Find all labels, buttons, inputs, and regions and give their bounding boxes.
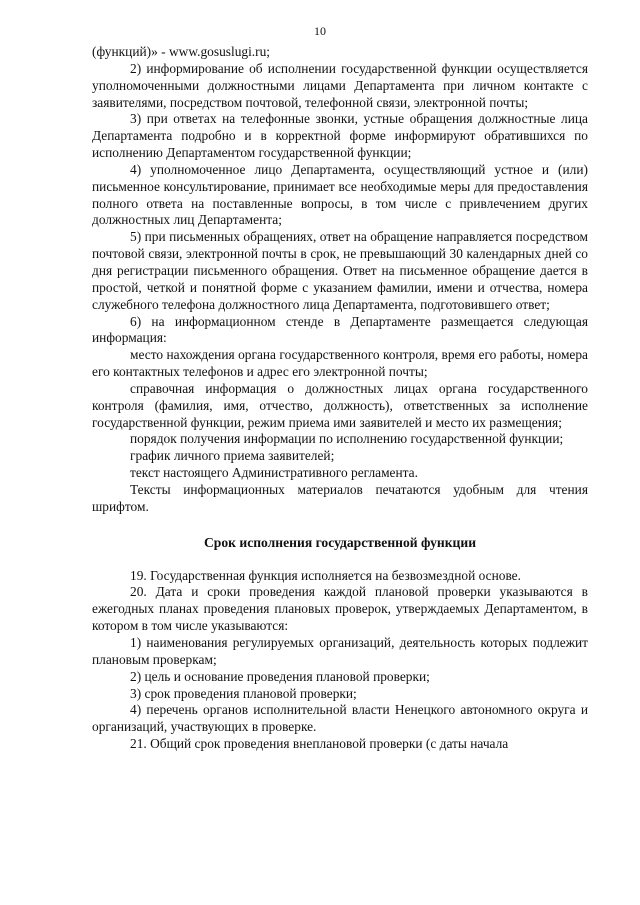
paragraph-stand-reference: справочная информация о должностных лицах органа государственного контроля (фамилия, имя, отчество, должность), ответственных за исполнение государственной функции, режим приема ими заявителей и место их размещения; xyxy=(92,380,588,430)
paragraph-item-6: 6) на информационном стенде в Департаменте размещается следующая информация: xyxy=(92,313,588,346)
paragraph-21: 21. Общий срок проведения внеплановой проверки (с даты начала xyxy=(130,736,509,752)
paragraph-continuation: (функций)» - www.gosuslugi.ru; xyxy=(92,44,271,59)
paragraph-19: 19. Государственная функция исполняется на безвозмездной основе. xyxy=(130,567,521,583)
paragraph-stand-schedule: график личного приема заявителей; xyxy=(130,448,335,464)
document-body xyxy=(92,44,588,753)
paragraph-stand-location: место нахождения органа государственного контроля, время его работы, номера его контактных телефонов и адрес его электронной почты; xyxy=(92,347,588,380)
paragraph-20-item-1: 1) наименования регулируемых организаций, деятельность которых подлежит плановым проверкам; xyxy=(92,635,588,667)
paragraph-20-item-4: 4) перечень органов исполнительной власти Ненецкого автономного округа и организаций, участвующих в проверке. xyxy=(92,702,588,735)
paragraph-item-4: 4) уполномоченное лицо Департамента, осуществляющий устное и (или) письменное консультирование, принимает все необходимые меры для предоставления полного ответа на поставленные вопросы, в том числе с привлечением других должностных лиц Департамента; xyxy=(92,161,588,228)
section-heading: Срок исполнения государственной функции xyxy=(203,534,477,550)
paragraph-item-3: 3) при ответах на телефонные звонки, устные обращения должностные лица Департамента подробно и в корректной форме информируют обратившихся по исполнению Департаментом государственной функции; xyxy=(92,111,588,161)
paragraph-stand-regulation: текст настоящего Административного регламента. xyxy=(130,465,418,481)
paragraph-item-5: 5) при письменных обращениях, ответ на обращение направляется посредством почтовой связи, электронной почты в срок, не превышающий 30 календарных дней со дня регистрации письменного обращения. Ответ на письменное обращение дается в простой, четкой и понятной форме с указанием фамилии, имени и отчества, номера служебного телефона должностного лица Департамента, подготовившего ответ; xyxy=(92,229,588,312)
page-number: 10 xyxy=(314,24,326,38)
paragraph-stand-procedure: порядок получения информации по исполнению государственной функции; xyxy=(130,431,564,447)
paragraph-item-2: 2) информирование об исполнении государственной функции осуществляется уполномоченными должностными лицами Департамента при личном контакте с заявителями, посредством почтовой, телефонной связи, электронной почты; xyxy=(92,60,588,110)
paragraph-20-item-3: 3) срок проведения плановой проверки; xyxy=(130,685,357,701)
paragraph-20-item-2: 2) цель и основание проведения плановой проверки; xyxy=(130,668,430,684)
paragraph-20: 20. Дата и сроки проведения каждой плановой проверки указываются в ежегодных планах проведения плановых проверок, утверждаемых Департаментом, в котором в том числе указываются: xyxy=(92,584,588,634)
paragraph-materials-font: Тексты информационных материалов печатаются удобным для чтения шрифтом. xyxy=(92,481,588,514)
